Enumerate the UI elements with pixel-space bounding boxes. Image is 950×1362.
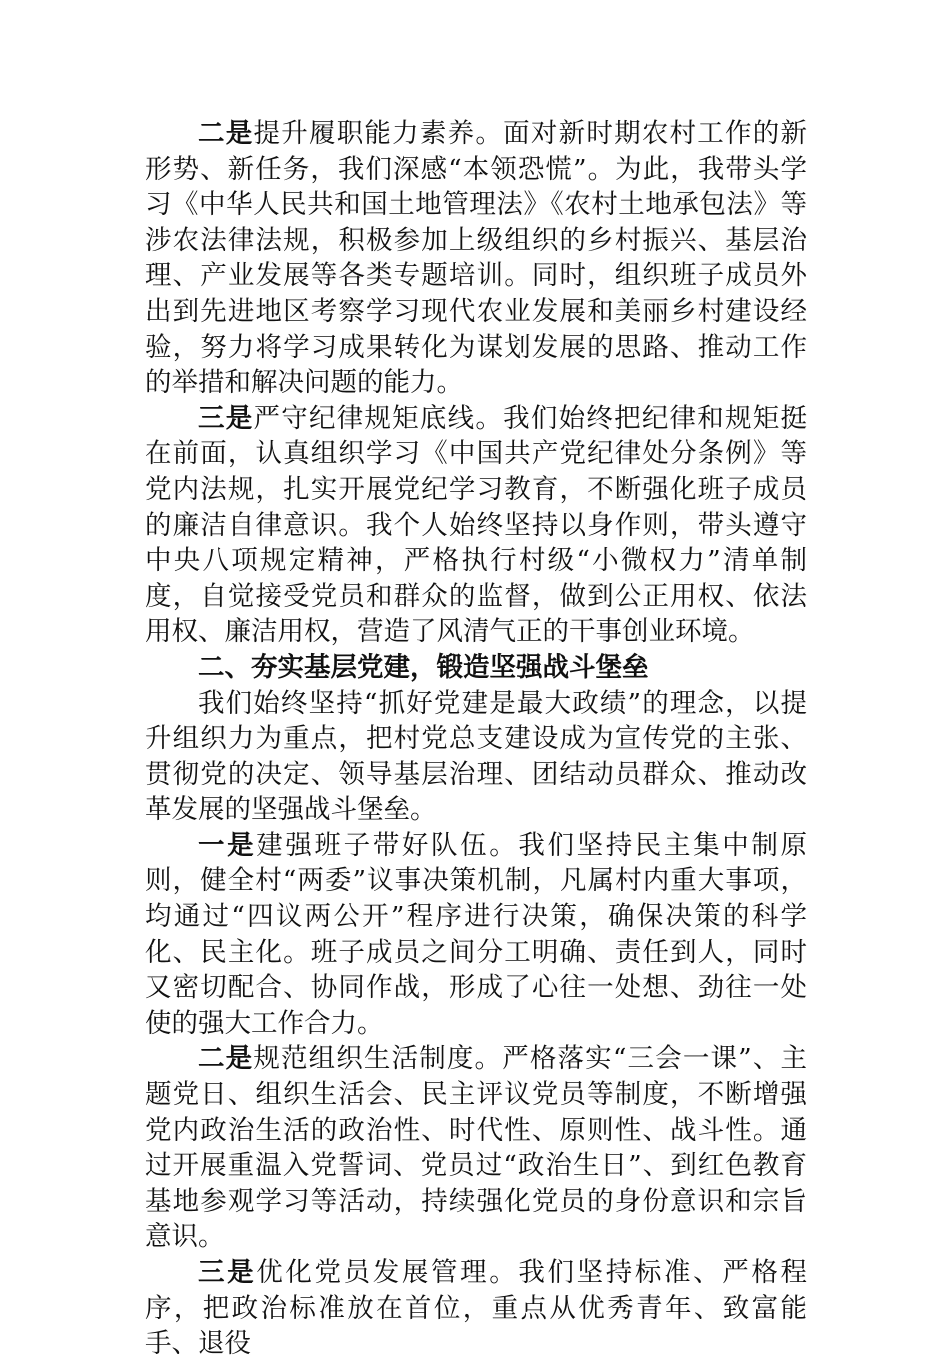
- paragraph-member-development: [145, 1255, 807, 1362]
- paragraph-lead: 一是: [198, 829, 257, 861]
- paragraph-text: 规范组织生活制度。严格落实“三会一课”、主题党日、组织生活会、民主评议党员等制度，不断增强党内政治生活的政治性、时代性、原则性、战斗性。通过开展重温入党誓词、党员过“政治生日”、到红色教育基地参观学习等活动，持续强化党员的身份意识和宗旨意识。: [145, 1043, 807, 1253]
- paragraph-lead: 二是: [198, 1043, 254, 1075]
- section-heading: 二、夯实基层党建，锻造坚强战斗堡垒: [198, 651, 649, 683]
- paragraph-lead: 三是: [198, 402, 254, 434]
- paragraph-text: 提升履职能力素养。面对新时期农村工作的新形势、新任务，我们深感“本领恐慌”。为此，我带头学习《中华人民共和国土地管理法》《农村土地承包法》等涉农法律法规，积极参加上级组织的乡村振兴、基层治理、产业发展等各类专题培训。同时，组织班子成员外出到先进地区考察学习现代农业发展和美丽乡村建设经验，努力将学习成果转化为谋划发展的思路、推动工作的举措和解决问题的能力。: [145, 118, 808, 399]
- document-body: [145, 116, 807, 1362]
- paragraph-ability: [145, 116, 807, 401]
- paragraph-text: 我们始终坚持“抓好党建是最大政绩”的理念，以提升组织力为重点，把村党总支建设成为宣传党的主张、贯彻党的决定、领导基层治理、团结动员群众、推动改革发展的坚强战斗堡垒。: [145, 687, 807, 826]
- paragraph-text: 优化党员发展管理。我们坚持标准、严格程序，把政治标准放在首位，重点从优秀青年、致富能手、退役: [145, 1257, 807, 1360]
- paragraph-text: 严守纪律规矩底线。我们始终把纪律和规矩挺在前面，认真组织学习《中国共产党纪律处分条例》等党内法规，扎实开展党纪学习教育，不断强化班子成员的廉洁自律意识。我个人始终坚持以身作则，带头遵守中央八项规定精神，严格执行村级“小微权力”清单制度，自觉接受党员和群众的监督，做到公正用权、依法用权、廉洁用权，营造了风清气正的干事创业环境。: [145, 402, 808, 648]
- paragraph-lead: 二是: [198, 118, 254, 149]
- paragraph-text: 建强班子带好队伍。我们坚持民主集中制原则，健全村“两委”议事决策机制，凡属村内重大事项，均通过“四议两公开”程序进行决策，确保决策的科学化、民主化。班子成员之间分工明确、责任到人，同时又密切配合、协同作战，形成了心往一处想、劲往一处使的强大工作合力。: [145, 829, 807, 1039]
- paragraph-organization-life: [145, 1041, 807, 1255]
- paragraph-discipline: [145, 401, 807, 650]
- paragraph-intro: [145, 686, 807, 828]
- paragraph-team: [145, 828, 807, 1042]
- paragraph-lead: 三是: [198, 1257, 257, 1288]
